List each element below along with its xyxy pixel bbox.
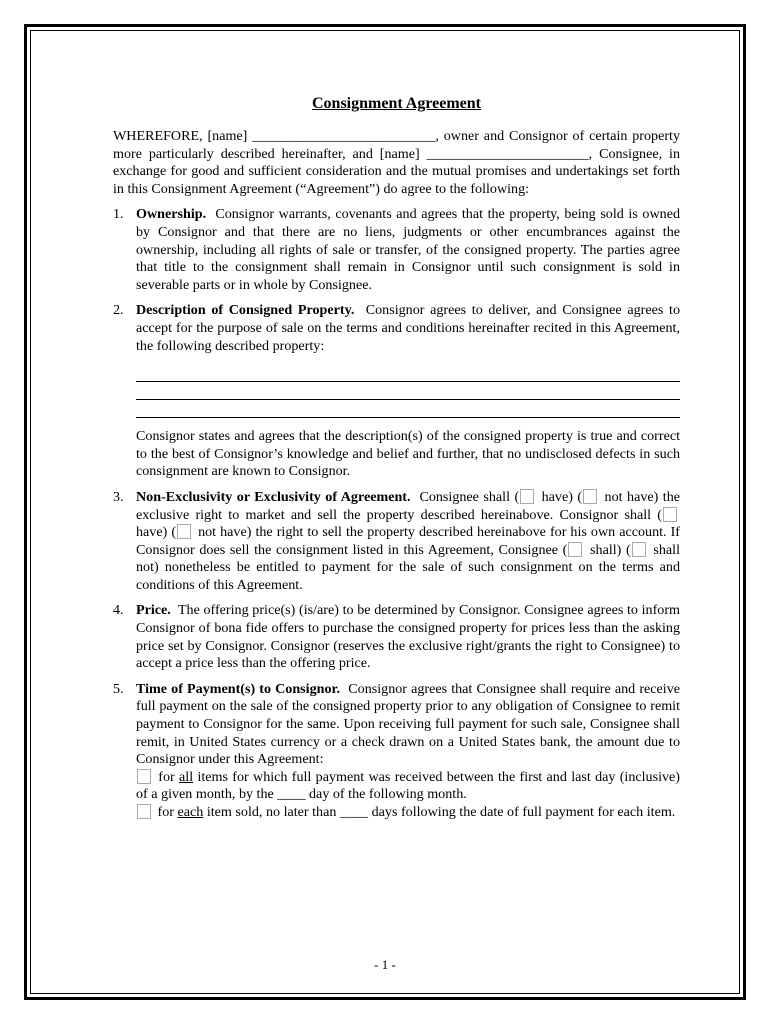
section-ownership — [113, 206, 680, 294]
payment-option-monthly — [136, 769, 680, 804]
checkbox-consignee-shall[interactable] — [568, 542, 582, 557]
checkbox-consignor-not-have[interactable] — [177, 524, 191, 539]
option-underlined: each — [177, 804, 204, 820]
section-text — [136, 489, 680, 595]
section-body: have) ( — [537, 488, 583, 505]
section-text — [136, 206, 680, 294]
option-text: for — [154, 804, 178, 820]
section-time-of-payment — [113, 681, 680, 822]
section-heading: Description of Consigned Property. — [136, 302, 355, 319]
checkbox-monthly-payment[interactable] — [137, 769, 151, 784]
section-text — [136, 602, 680, 672]
section-heading: Price. — [136, 602, 171, 619]
blank-line[interactable] — [136, 382, 680, 400]
section-number: 4. — [113, 602, 124, 619]
section-heading: Ownership. — [136, 206, 207, 223]
blank-line[interactable] — [136, 364, 680, 382]
intro-paragraph: WHEREFORE, [name] __________________________, owner and Consignor of certain property more particularly described hereinafter, and [name] _______________________, Consignee, in exchange for good and sufficient consideration and the mutual promises and undertakings set forth in this Consignment Agreement (“Agreement”) do agree to the following: — [113, 128, 680, 197]
checkbox-per-item-payment[interactable] — [137, 804, 151, 819]
option-underlined: all — [179, 768, 194, 785]
section-description — [113, 302, 680, 481]
description-followup: Consignor states and agrees that the description(s) of the consigned property is true and correct to the best of Consignor’s knowledge and belief and further, that no undisclosed defects in such consignment are known to Consignor. — [136, 428, 680, 480]
section-body: The offering price(s) (is/are) to be determined by Consignor. Consignee agrees to inform Consignor of bona fide offers to purchase the consigned property for prices less than the asking price set by Consignor. Consignor (reserves the exclusive right/grants the right to Consignee) to accept a price less than the offering price. — [136, 602, 680, 672]
section-body: not have) the exclusive right to market and sell the property described hereinabove. Consignor shall ( — [136, 488, 680, 523]
option-text: item sold, no later than ____ days following the date of full payment for each item. — [203, 804, 676, 820]
checkbox-consignee-have[interactable] — [520, 489, 534, 504]
section-body: Consignor agrees to deliver, and Consignee agrees to accept for the purpose of sale on the terms and conditions hereinafter recited in this Agreement, the following described property: — [136, 302, 680, 354]
section-price — [113, 602, 680, 672]
section-body: have) ( — [136, 524, 177, 541]
section-number: 3. — [113, 488, 124, 505]
payment-option-per-item — [136, 804, 680, 822]
page-number: - 1 - — [374, 957, 396, 972]
section-heading: Time of Payment(s) to Consignor. — [136, 680, 340, 697]
section-number: 2. — [113, 302, 124, 319]
blank-line[interactable] — [136, 400, 680, 418]
section-body: shall not) nonetheless be entitled to payment for the sale of such consignment on the terms and conditions of this Agreement. — [136, 541, 680, 593]
document-title: Consignment Agreement — [311, 95, 482, 112]
checkbox-consignee-not-have[interactable] — [583, 489, 597, 504]
section-text — [136, 681, 680, 769]
property-description-lines[interactable] — [136, 364, 680, 418]
checkbox-consignor-have[interactable] — [663, 507, 677, 522]
document-body — [113, 94, 680, 830]
section-body: shall) ( — [585, 541, 631, 558]
section-number: 1. — [113, 206, 124, 223]
checkbox-consignee-shall-not[interactable] — [632, 542, 646, 557]
section-heading: Non-Exclusivity or Exclusivity of Agreement. — [136, 488, 411, 505]
section-exclusivity — [113, 489, 680, 595]
section-text — [136, 302, 680, 355]
option-text: items for which full payment was received between the first and last day (inclusive) of a given month, by the ____ day of the following month. — [136, 768, 680, 803]
section-body: Consignor warrants, covenants and agrees that the property, being sold is owned by Consignor and that there are no liens, judgments or other encumbrances against the ownership, including all rights of sale or transfer, of the consigned property. The parties agree that title to the consignment shall remain in Consignor until such consignment is sold in severable parts or in whole by Consignee. — [136, 206, 681, 293]
section-body: not have) the right to sell the property described hereinabove for his own account. If Consignor does sell the consignment listed in this Agreement, Consignee ( — [136, 524, 680, 558]
section-body: Consignee shall ( — [419, 488, 520, 505]
section-number: 5. — [113, 680, 124, 697]
option-text: for — [154, 768, 180, 785]
section-body: Consignor agrees that Consignee shall require and receive full payment on the sale of the consigned property prior to any obligation of Consignee to remit payment to Consignor for the same. Upon receiving full payment for such sale, Consignee shall remit, in United States currency or a check drawn on a United States bank, the amount due to Consignor under this Agreement: — [136, 680, 680, 768]
